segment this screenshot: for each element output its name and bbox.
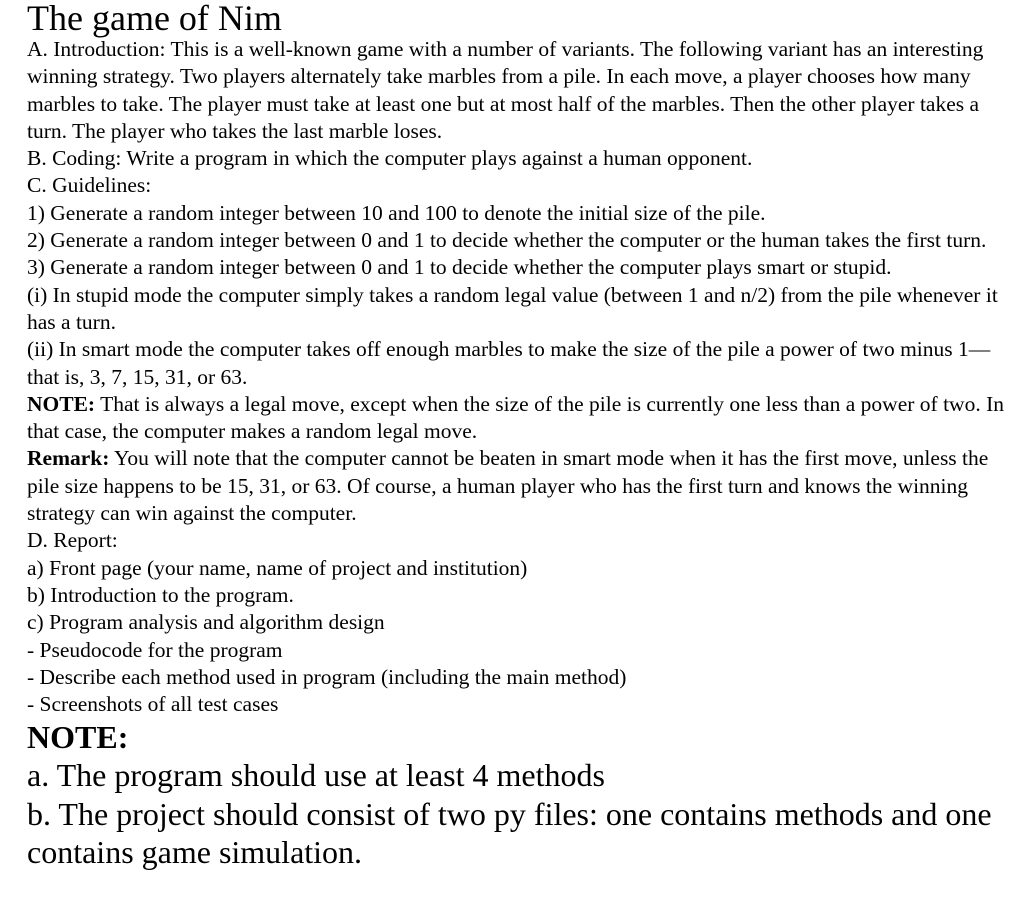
report-subitem-methods: - Describe each method used in program (including the main method) — [27, 664, 627, 689]
report-subitem-screenshots: - Screenshots of all test cases — [27, 692, 279, 717]
note-label: NOTE: — [27, 391, 96, 416]
section-introduction: A. Introduction: This is a well-known game with a number of variants. The following variant has an interesting winning strategy. Two players alternately take marbles from a pile. In each move, a player chooses how many marbles to take. The player must take at least one but at most half of the marbles. Then the other player takes a turn. The player who takes the last marble loses. — [27, 37, 984, 143]
final-note-heading: NOTE: — [27, 719, 129, 756]
report-item-c: c) Program analysis and algorithm design — [27, 610, 385, 635]
report-subitem-pseudocode: - Pseudocode for the program — [27, 637, 283, 662]
document-body — [27, 0, 1007, 872]
guideline-1: 1) Generate a random integer between 10 and 100 to denote the initial size of the pile. — [27, 200, 766, 225]
page-title: The game of Nim — [27, 0, 282, 38]
guideline-2: 2) Generate a random integer between 0 and 1 to decide whether the computer or the human takes the first turn. — [27, 228, 987, 253]
note-paragraph — [27, 391, 1007, 446]
guideline-stupid-mode: (i) In stupid mode the computer simply takes a random legal value (between 1 and n/2) from the pile whenever it has a turn. — [27, 282, 998, 334]
final-note-a: a. The program should use at least 4 methods — [27, 757, 605, 794]
final-note-b: b. The project should consist of two py files: one contains methods and one contains game simulation. — [27, 795, 992, 871]
remark-label: Remark: — [27, 446, 110, 471]
remark-paragraph — [27, 445, 1007, 527]
report-item-a: a) Front page (your name, name of project and institution) — [27, 555, 528, 580]
section-guidelines-heading: C. Guidelines: — [27, 173, 152, 198]
section-report-heading: D. Report: — [27, 528, 118, 553]
section-coding: B. Coding: Write a program in which the computer plays against a human opponent. — [27, 146, 753, 171]
note-text: That is always a legal move, except when the size of the pile is currently one less than a power of two. In that case, the computer makes a random legal move. — [27, 391, 1004, 444]
guideline-3: 3) Generate a random integer between 0 and 1 to decide whether the computer plays smart or stupid. — [27, 255, 892, 280]
remark-text: You will note that the computer cannot be beaten in smart mode when it has the first move, unless the pile size happens to be 15, 31, or 63. Of course, a human player who has the first turn and knows the winning strategy can win against the computer. — [27, 446, 989, 526]
guideline-smart-mode: (ii) In smart mode the computer takes off enough marbles to make the size of the pile a power of two minus 1—that is, 3, 7, 15, 31, or 63. — [27, 337, 991, 389]
report-item-b: b) Introduction to the program. — [27, 582, 294, 607]
